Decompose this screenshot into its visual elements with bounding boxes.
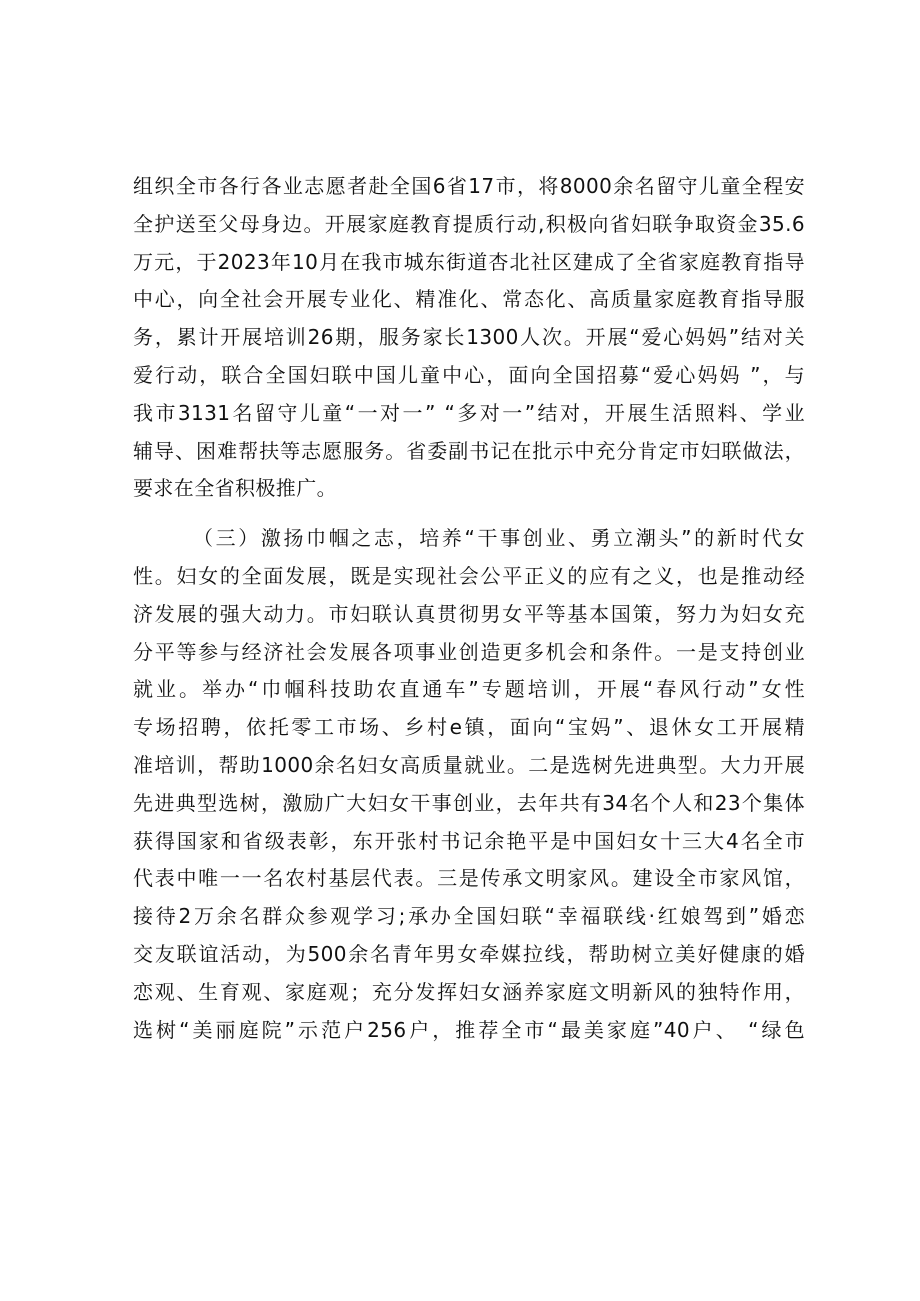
text-line: 准培训，帮助1000余名妇女高质量就业。二是选树先进典型。大力开展	[133, 752, 805, 777]
text-line: 选树“美丽庭院”示范户256户，推荐全市“最美家庭”40户、 “绿色	[133, 1017, 805, 1042]
text-line: 先进典型选树，激励广大妇女干事创业，去年共有34名个人和23个集体	[133, 790, 805, 815]
text-line: 分平等参与经济社会发展各项事业创造更多机会和条件。一是支持创业	[133, 639, 805, 664]
paragraph-volunteer-services	[133, 168, 805, 508]
text-line: 组织全市各行各业志愿者赴全国6省17市，将8000余名留守儿童全程安	[133, 174, 805, 198]
text-line: 全护送至父母身边。开展家庭教育提质行动,积极向省妇联争取资金35.6	[133, 211, 805, 236]
text-line: 恋观、生育观、家庭观；充分发挥妇女涵养家庭文明新风的独特作用，	[133, 979, 805, 1004]
text-line: 我市3131名留守儿童“一对一” “多对一”结对，开展生活照料、学业	[133, 400, 805, 425]
section-heading-line: （三）激扬巾帼之志，培养“干事创业、勇立潮头”的新时代女	[193, 526, 805, 551]
text-line: 要求在全省积极推广。	[133, 476, 337, 501]
paragraph-women-development	[133, 520, 805, 1049]
text-line: 中心，向全社会开展专业化、精准化、常态化、高质量家庭教育指导服	[133, 287, 805, 312]
text-line: 代表中唯一一名农村基层代表。三是传承文明家风。建设全市家风馆，	[133, 866, 805, 891]
text-line: 获得国家和省级表彰，东开张村书记余艳平是中国妇女十三大4名全市	[133, 828, 805, 853]
document-body	[133, 168, 805, 1049]
text-line: 务，累计开展培训26期，服务家长1300人次。开展“爱心妈妈”结对关	[133, 325, 805, 350]
text-line: 辅导、困难帮扶等志愿服务。省委副书记在批示中充分肯定市妇联做法，	[133, 438, 805, 463]
text-line: 济发展的强大动力。市妇联认真贯彻男女平等基本国策，努力为妇女充	[133, 601, 805, 626]
text-line: 就业。举办“巾帼科技助农直通车”专题培训，开展“春风行动”女性	[133, 677, 805, 702]
text-line: 接待2万余名群众参观学习;承办全国妇联“幸福联线·红娘驾到”婚恋	[133, 904, 805, 929]
text-line: 专场招聘，依托零工市场、乡村e镇，面向“宝妈”、退休女工开展精	[133, 715, 805, 740]
text-line: 万元，于2023年10月在我市城东街道杏北社区建成了全省家庭教育指导	[133, 249, 805, 274]
text-line: 性。妇女的全面发展，既是实现社会公平正义的应有之义，也是推动经	[133, 563, 805, 588]
text-line: 交友联谊活动，为500余名青年男女牵媒拉线，帮助树立美好健康的婚	[133, 941, 805, 966]
text-line: 爱行动，联合全国妇联中国儿童中心，面向全国招募“爱心妈妈 ”，与	[133, 362, 805, 387]
